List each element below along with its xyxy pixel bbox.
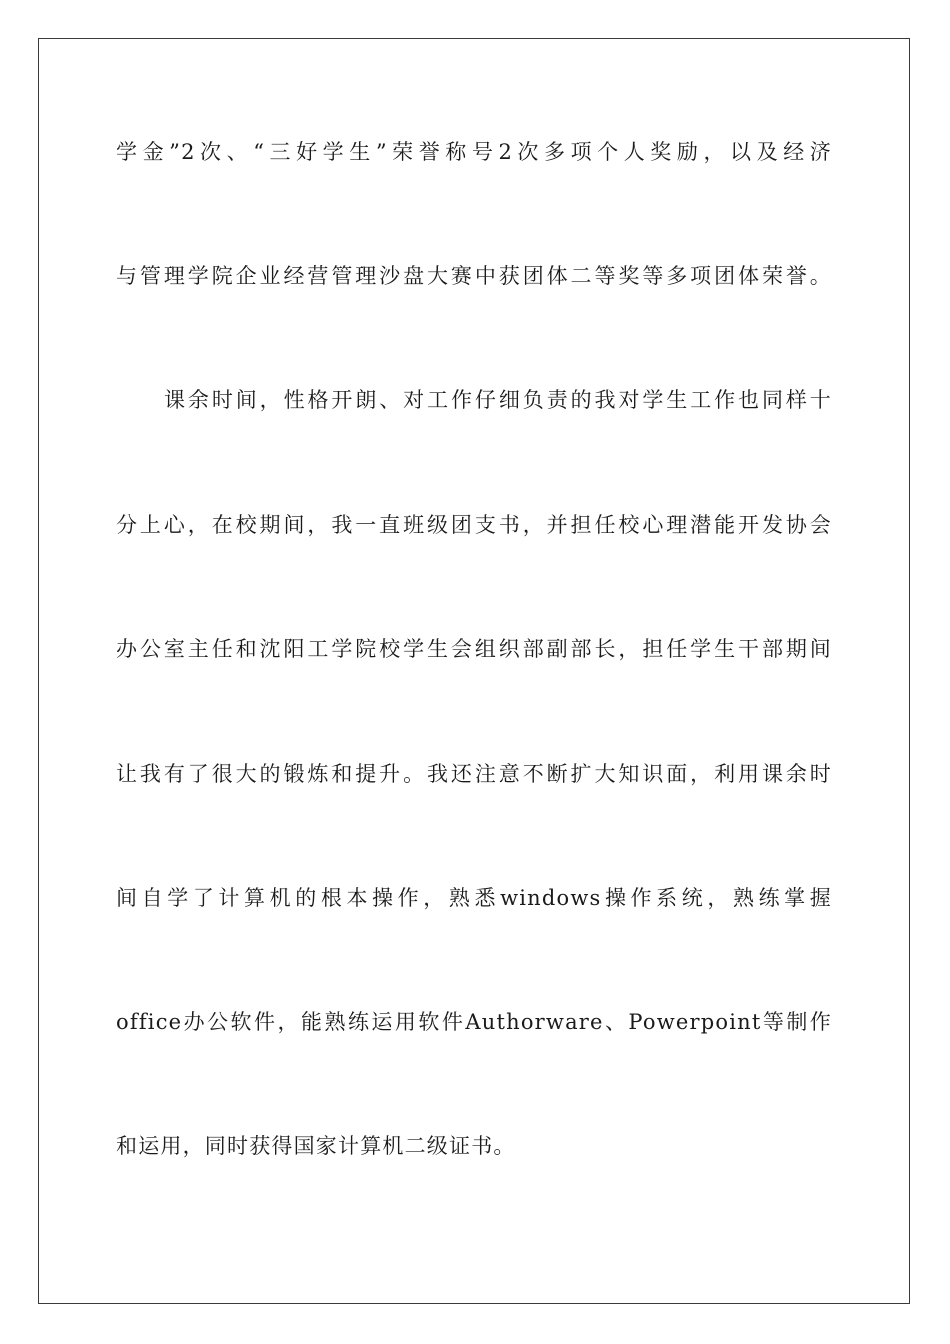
text-line-9: 和运用，同时获得国家计算机二级证书。	[116, 1134, 516, 1158]
text-line-2: 与管理学院企业经营管理沙盘大赛中获团体二等奖等多项团体荣誉。	[116, 264, 832, 288]
text-line-7: 间自学了计算机的根本操作，熟悉windows操作系统，熟练掌握	[116, 886, 832, 910]
text-line-8: office办公软件，能熟练运用软件Authorware、Powerpoint等制作	[116, 1010, 832, 1034]
text-line-6: 让我有了很大的锻炼和提升。我还注意不断扩大知识面，利用课余时	[116, 762, 832, 786]
text-line-4: 分上心，在校期间，我一直班级团支书，并担任校心理潜能开发协会	[116, 513, 832, 537]
text-line-1: 学金”2次、“三好学生”荣誉称号2次多项个人奖励，以及经济	[116, 140, 832, 164]
paragraph-start-line: 课余时间，性格开朗、对工作仔细负责的我对学生工作也同样十	[164, 388, 832, 412]
page-border	[38, 38, 910, 1304]
text-line-5: 办公室主任和沈阳工学院校学生会组织部副部长，担任学生干部期间	[116, 637, 832, 661]
